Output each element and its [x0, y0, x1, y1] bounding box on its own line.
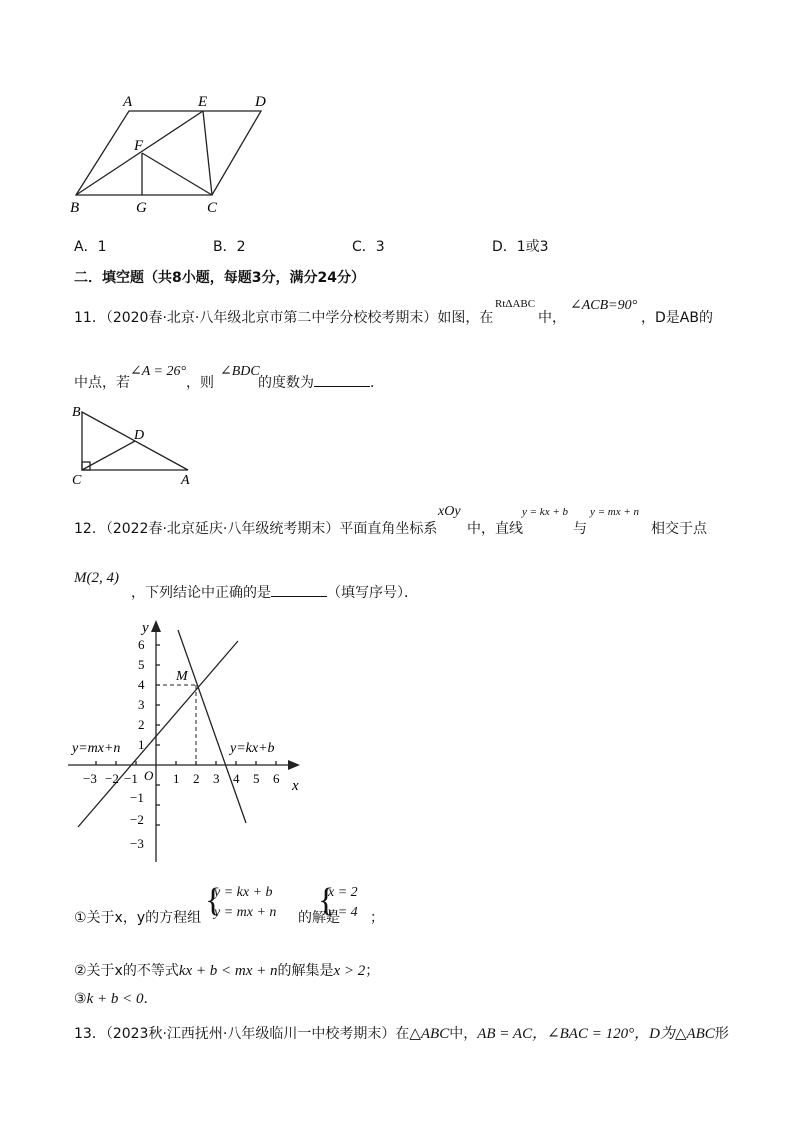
label-mx-line: y=mx+n	[72, 741, 121, 756]
q11-answer-blank[interactable]	[314, 374, 370, 387]
q12-statement: ，下列结论中正确的是	[131, 585, 271, 601]
y-tick-label: 4	[138, 677, 145, 692]
x-tick-label: −2	[105, 771, 119, 786]
y-axis-label: y	[142, 620, 149, 636]
q12-item2	[74, 960, 379, 980]
y-tick-label: −2	[130, 812, 144, 827]
label-kx-line: y=kx+b	[230, 741, 275, 756]
q11-rt-triangle: RtΔABC	[495, 298, 536, 310]
section-heading: 二．填空题（共8小题，每题3分，满分24分）	[74, 270, 365, 286]
line-kx-plus-b	[178, 630, 246, 823]
option-a[interactable]: A．1	[74, 239, 107, 255]
option-c[interactable]: C．3	[352, 239, 385, 255]
option-b[interactable]: B．2	[213, 239, 246, 255]
label-B: B	[70, 200, 80, 216]
origin-label: O	[144, 768, 154, 783]
q12-line-kx: y = kx + b	[522, 506, 568, 518]
q12-answer-blank[interactable]	[271, 584, 327, 597]
q12-source: （2022春·北京延庆·八年级统考期末）平面直角坐标系	[105, 521, 438, 537]
q12-item1-sol2: y = 4	[328, 905, 358, 920]
q11-label-C: C	[72, 473, 82, 486]
brace-2: {	[318, 882, 335, 919]
q11-label-A: A	[181, 473, 190, 486]
x-tick-label: −3	[83, 771, 97, 786]
q12-number: 12．	[74, 521, 106, 537]
x-tick-label: 2	[193, 771, 200, 786]
q12-item3-prefix: ③	[74, 991, 87, 1007]
x-tick-label: 1	[173, 771, 180, 786]
q11-d-is: ，D是AB的	[641, 310, 713, 326]
y-tick-label: 2	[138, 717, 145, 732]
label-G: G	[136, 200, 147, 216]
q13-text-b: 中，	[449, 1026, 478, 1042]
q12-item2-sol: x > 2	[333, 963, 366, 979]
q12-item2-mid: 的解集是	[277, 963, 334, 979]
q12-item3	[74, 988, 157, 1008]
q12-item1-end: ；	[370, 910, 384, 926]
q11-zhong: 中，	[538, 310, 566, 326]
x-tick-label: 4	[233, 771, 240, 786]
q12-point-m: M(2, 4)	[74, 570, 119, 586]
q12-line1	[74, 518, 437, 538]
q12-statement-line	[131, 582, 418, 602]
q13-number: 13．	[74, 1026, 106, 1042]
y-tick-label: 1	[138, 737, 145, 752]
q12-item2-ineq: kx + b < mx + n	[178, 963, 278, 979]
q13-cond: AB = AC，∠BAC = 120°，D为	[477, 1026, 675, 1042]
label-E: E	[198, 94, 208, 110]
x-tick-label: 6	[273, 771, 280, 786]
q12-xoy: xOy	[438, 504, 461, 519]
q11-line2-b: ，则	[186, 375, 214, 391]
q11-degree-text: 的度数为	[258, 375, 314, 391]
label-A: A	[123, 94, 133, 110]
q11-label-B: B	[72, 405, 81, 420]
q12-item1-eq2: y = mx + n	[214, 905, 277, 920]
q13-tri2: △ABC	[674, 1026, 715, 1042]
q12-item1-prefix: ①关于x，y的方程组	[74, 910, 202, 926]
y-axis-arrow	[151, 620, 161, 632]
right-triangle-figure	[68, 402, 198, 486]
q12-xiangjiao: 相交于点	[651, 521, 707, 537]
y-tick-label: −3	[130, 836, 144, 851]
q12-item1-eq1: y = kx + b	[214, 885, 273, 900]
label-C: C	[207, 200, 218, 216]
q12-item3-end: ．	[143, 991, 158, 1007]
q11-number: 11．	[74, 310, 106, 326]
q11-line1	[74, 307, 493, 327]
q11-line2-a: 中点，若	[74, 375, 130, 391]
q13-line	[74, 1022, 729, 1043]
q13-text-c: 形	[714, 1026, 729, 1042]
q12-fill-hint: （填写序号）．	[327, 585, 418, 601]
q11-angle-bdc: ∠BDC	[220, 364, 260, 379]
option-d[interactable]: D．1或3	[492, 239, 549, 255]
y-tick-label: 5	[138, 657, 145, 672]
q13-text-a: （2023秋·江西抚州·八年级临川一中校考期末）在	[105, 1026, 410, 1042]
x-axis-label: x	[292, 778, 299, 794]
q13-tri: △ABC	[409, 1026, 450, 1042]
x-tick-label: 3	[213, 771, 220, 786]
q11-angle-acb: ∠ACB=90°	[570, 298, 638, 313]
q12-zhong-line: 中，直线	[467, 521, 523, 537]
y-tick-label: −1	[130, 790, 144, 805]
q11-source: （2020春·北京·八年级北京市第二中学分校校考期末）如图，在	[105, 310, 494, 326]
q12-item2-prefix: ②关于x的不等式	[74, 963, 179, 979]
y-tick-label: 3	[138, 697, 145, 712]
q11-end: ．	[370, 375, 384, 391]
coordinate-graph	[60, 610, 320, 870]
label-F: F	[134, 138, 144, 154]
q12-item1-mid: 的解是	[298, 910, 340, 926]
q11-angle-a: ∠A = 26°	[130, 364, 187, 379]
q12-yu: 与	[573, 521, 587, 537]
q12-line-mx: y = mx + n	[590, 506, 640, 518]
brace-1: {	[205, 882, 222, 919]
q11-label-D: D	[134, 428, 145, 443]
q12-item2-end: ；	[365, 963, 380, 979]
q11-line2-c	[258, 372, 384, 392]
point-m-label: M	[176, 669, 188, 684]
y-tick-label: 6	[138, 637, 145, 652]
x-axis-arrow	[288, 760, 300, 770]
x-tick-label: −1	[124, 771, 138, 786]
q12-item3-ineq: k + b < 0	[86, 991, 144, 1007]
q12-item1-sol1: x = 2	[328, 885, 358, 900]
label-D: D	[255, 94, 266, 110]
x-tick-label: 5	[253, 771, 260, 786]
parallelogram-figure	[60, 88, 280, 220]
